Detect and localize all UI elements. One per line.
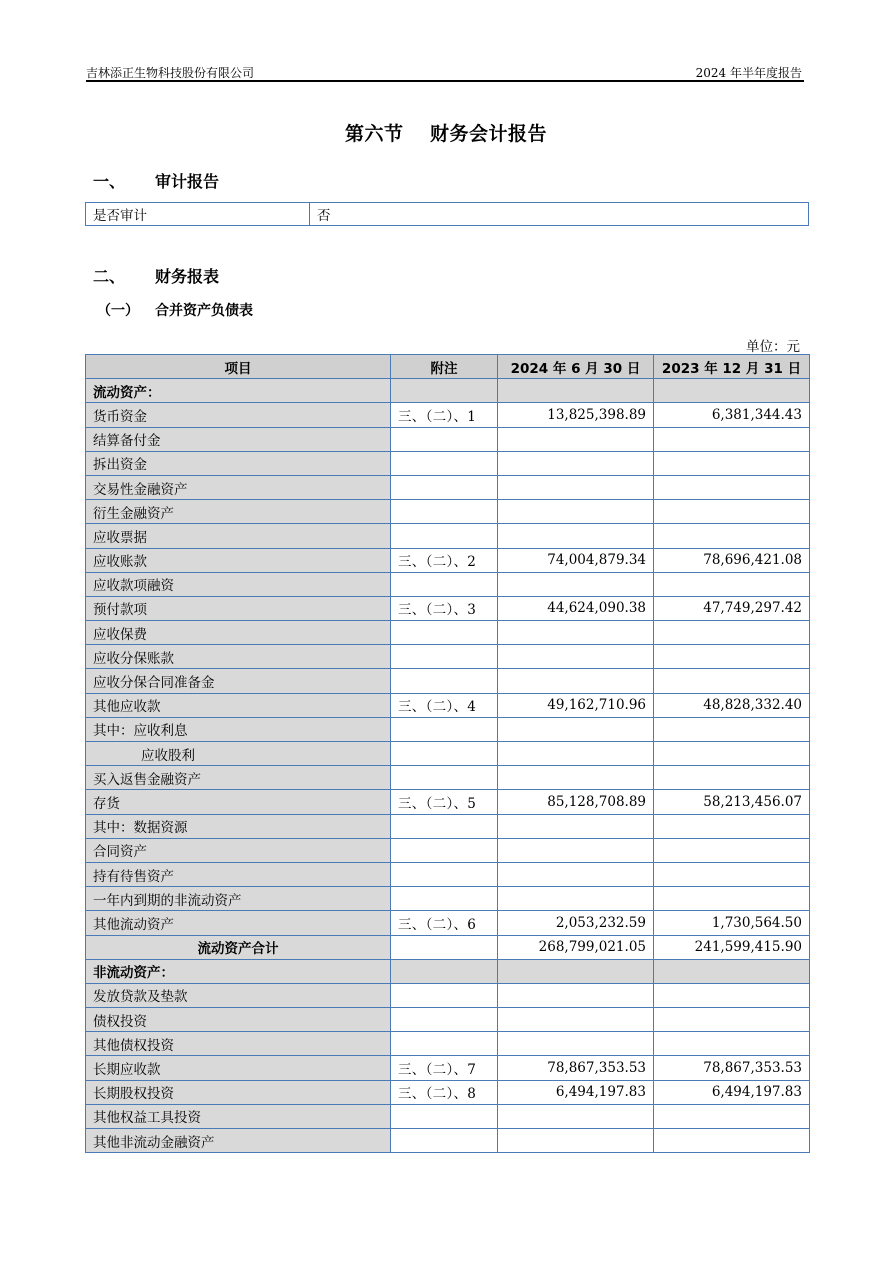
table-row (86, 451, 810, 475)
row-item-label: 其他应收款 (86, 693, 391, 717)
row-note (391, 427, 498, 451)
row-value-2024 (498, 814, 654, 838)
row-value-2023: 78,867,353.53 (654, 1056, 810, 1080)
row-item-label: 流动资产合计 (86, 935, 391, 959)
row-value-2024 (498, 475, 654, 499)
table-row (86, 669, 810, 693)
table-row (86, 693, 810, 717)
row-note (391, 669, 498, 693)
column-header-note: 附注 (391, 355, 498, 379)
row-value-2024 (498, 500, 654, 524)
row-value-2024 (498, 1008, 654, 1032)
row-item-label: 应收分保账款 (86, 645, 391, 669)
header-report-name: 2024 年半年度报告 (695, 66, 802, 80)
row-value-2024 (498, 887, 654, 911)
row-note (391, 959, 498, 983)
section-number: 二、 (93, 267, 126, 286)
row-note (391, 983, 498, 1007)
table-row (86, 717, 810, 741)
row-value-2024: 78,867,353.53 (498, 1056, 654, 1080)
row-value-2024: 49,162,710.96 (498, 693, 654, 717)
section-title: 财务报表 (155, 267, 220, 286)
column-header-2023: 2023 年 12 月 31 日 (654, 355, 810, 379)
row-note (391, 379, 498, 403)
row-value-2023 (654, 742, 810, 766)
row-item-label: 其中：数据资源 (86, 814, 391, 838)
row-note (391, 1104, 498, 1128)
row-item-label: 存货 (86, 790, 391, 814)
row-value-2024 (498, 379, 654, 403)
subsection-number: （一） (97, 303, 139, 319)
row-value-2024: 85,128,708.89 (498, 790, 654, 814)
row-item-label: 发放贷款及垫款 (86, 983, 391, 1007)
row-item-label: 应收分保合同准备金 (86, 669, 391, 693)
row-item-label: 拆出资金 (86, 451, 391, 475)
subsection-title: 合并资产负债表 (155, 303, 253, 319)
table-row (86, 742, 810, 766)
row-value-2023 (654, 838, 810, 862)
table-row (86, 935, 810, 959)
row-note: 三、（二）、4 (391, 693, 498, 717)
row-item-label: 交易性金融资产 (86, 475, 391, 499)
header-divider (86, 80, 804, 82)
row-item-label: 应收款项融资 (86, 572, 391, 596)
row-value-2023: 1,730,564.50 (654, 911, 810, 935)
section-audit-heading (93, 169, 219, 192)
row-note (391, 1008, 498, 1032)
row-note (391, 572, 498, 596)
row-value-2024: 6,494,197.83 (498, 1080, 654, 1104)
row-note: 三、（二）、2 (391, 548, 498, 572)
row-value-2023 (654, 862, 810, 886)
column-header-2024: 2024 年 6 月 30 日 (498, 355, 654, 379)
row-value-2023: 58,213,456.07 (654, 790, 810, 814)
row-value-2024 (498, 862, 654, 886)
row-value-2023 (654, 572, 810, 596)
table-row (86, 403, 810, 427)
row-item-label: 结算备付金 (86, 427, 391, 451)
row-note: 三、（二）、7 (391, 1056, 498, 1080)
row-item-label: 合同资产 (86, 838, 391, 862)
row-value-2024 (498, 645, 654, 669)
row-note (391, 717, 498, 741)
row-value-2023 (654, 524, 810, 548)
table-row (86, 572, 810, 596)
row-item-label: 债权投资 (86, 1008, 391, 1032)
table-row (86, 814, 810, 838)
row-value-2024 (498, 1032, 654, 1056)
table-header-row (86, 355, 810, 379)
subsection-balance-sheet-heading (97, 300, 253, 320)
balance-sheet-body (86, 379, 810, 1153)
row-value-2023 (654, 1129, 810, 1153)
row-value-2023 (654, 766, 810, 790)
row-value-2023 (654, 717, 810, 741)
row-value-2023 (654, 451, 810, 475)
row-value-2024 (498, 524, 654, 548)
row-item-label: 其他债权投资 (86, 1032, 391, 1056)
row-value-2023 (654, 959, 810, 983)
row-note: 三、（二）、8 (391, 1080, 498, 1104)
table-row (86, 911, 810, 935)
table-row (86, 1056, 810, 1080)
table-row (86, 548, 810, 572)
row-note: 三、（二）、6 (391, 911, 498, 935)
audit-value: 否 (310, 203, 809, 226)
row-value-2024 (498, 766, 654, 790)
table-row (86, 887, 810, 911)
row-note (391, 742, 498, 766)
row-value-2024 (498, 983, 654, 1007)
balance-sheet-table (85, 354, 810, 1153)
row-item-label: 买入返售金融资产 (86, 766, 391, 790)
row-value-2023 (654, 500, 810, 524)
row-item-label: 持有待售资产 (86, 862, 391, 886)
row-note (391, 766, 498, 790)
table-row (86, 1008, 810, 1032)
row-value-2023: 48,828,332.40 (654, 693, 810, 717)
row-item-label: 应收账款 (86, 548, 391, 572)
row-value-2023: 78,696,421.08 (654, 548, 810, 572)
row-value-2023 (654, 983, 810, 1007)
section-title: 审计报告 (155, 172, 220, 191)
table-row (86, 1032, 810, 1056)
row-note (391, 862, 498, 886)
row-value-2024: 13,825,398.89 (498, 403, 654, 427)
column-header-item: 项目 (86, 355, 391, 379)
table-row (86, 983, 810, 1007)
row-item-label: 非流动资产： (86, 959, 391, 983)
row-note (391, 451, 498, 475)
row-value-2024 (498, 1104, 654, 1128)
row-note: 三、（二）、1 (391, 403, 498, 427)
row-value-2024 (498, 427, 654, 451)
row-note (391, 621, 498, 645)
table-row (86, 621, 810, 645)
row-value-2023 (654, 669, 810, 693)
row-value-2023 (654, 814, 810, 838)
row-value-2024 (498, 669, 654, 693)
row-note (391, 645, 498, 669)
row-value-2023 (654, 427, 810, 451)
audit-label: 是否审计 (86, 203, 310, 226)
row-value-2024 (498, 572, 654, 596)
row-item-label: 其他流动资产 (86, 911, 391, 935)
row-note: 三、（二）、3 (391, 596, 498, 620)
row-value-2024 (498, 717, 654, 741)
audit-table (85, 202, 809, 226)
row-value-2024 (498, 1129, 654, 1153)
row-value-2023 (654, 379, 810, 403)
row-value-2024: 2,053,232.59 (498, 911, 654, 935)
row-item-label: 长期应收款 (86, 1056, 391, 1080)
row-note (391, 887, 498, 911)
row-item-label: 长期股权投资 (86, 1080, 391, 1104)
row-value-2023 (654, 1104, 810, 1128)
row-note (391, 1032, 498, 1056)
row-value-2024 (498, 838, 654, 862)
row-item-label: 其中：应收利息 (86, 717, 391, 741)
row-value-2023: 241,599,415.90 (654, 935, 810, 959)
row-value-2023 (654, 1032, 810, 1056)
table-row (86, 1080, 810, 1104)
row-value-2024 (498, 959, 654, 983)
table-row (86, 427, 810, 451)
row-item-label: 应收票据 (86, 524, 391, 548)
table-row (86, 475, 810, 499)
table-row (86, 1129, 810, 1153)
table-row (86, 838, 810, 862)
row-value-2024 (498, 621, 654, 645)
row-item-label: 预付款项 (86, 596, 391, 620)
row-value-2024 (498, 451, 654, 475)
table-row (86, 959, 810, 983)
row-item-label: 其他权益工具投资 (86, 1104, 391, 1128)
row-value-2023: 6,494,197.83 (654, 1080, 810, 1104)
row-value-2023 (654, 621, 810, 645)
table-row (86, 1104, 810, 1128)
row-note (391, 838, 498, 862)
row-note (391, 500, 498, 524)
table-row (86, 766, 810, 790)
row-note (391, 935, 498, 959)
unit-label: 单位：元 (746, 339, 800, 355)
header-company: 吉林添正生物科技股份有限公司 (86, 66, 255, 80)
row-value-2023: 47,749,297.42 (654, 596, 810, 620)
table-row (86, 379, 810, 403)
row-value-2024: 74,004,879.34 (498, 548, 654, 572)
row-value-2024 (498, 742, 654, 766)
row-note (391, 524, 498, 548)
row-note (391, 814, 498, 838)
row-value-2024: 268,799,021.05 (498, 935, 654, 959)
row-value-2024: 44,624,090.38 (498, 596, 654, 620)
row-value-2023 (654, 887, 810, 911)
table-row (86, 790, 810, 814)
row-item-label: 衍生金融资产 (86, 500, 391, 524)
table-row (86, 862, 810, 886)
row-item-label: 货币资金 (86, 403, 391, 427)
row-item-label: 应收股利 (86, 742, 391, 766)
row-item-label: 一年内到期的非流动资产 (86, 887, 391, 911)
row-item-label: 其他非流动金融资产 (86, 1129, 391, 1153)
row-item-label: 流动资产： (86, 379, 391, 403)
row-value-2023: 6,381,344.43 (654, 403, 810, 427)
row-note: 三、（二）、5 (391, 790, 498, 814)
section-number: 一、 (93, 172, 126, 191)
table-row (86, 645, 810, 669)
table-row (86, 596, 810, 620)
section-statements-heading (93, 264, 219, 287)
row-value-2023 (654, 645, 810, 669)
table-row (86, 500, 810, 524)
table-row (86, 524, 810, 548)
row-note (391, 475, 498, 499)
chapter-title: 第六节 财务会计报告 (344, 123, 548, 145)
row-item-label: 应收保费 (86, 621, 391, 645)
row-value-2023 (654, 1008, 810, 1032)
row-value-2023 (654, 475, 810, 499)
row-note (391, 1129, 498, 1153)
